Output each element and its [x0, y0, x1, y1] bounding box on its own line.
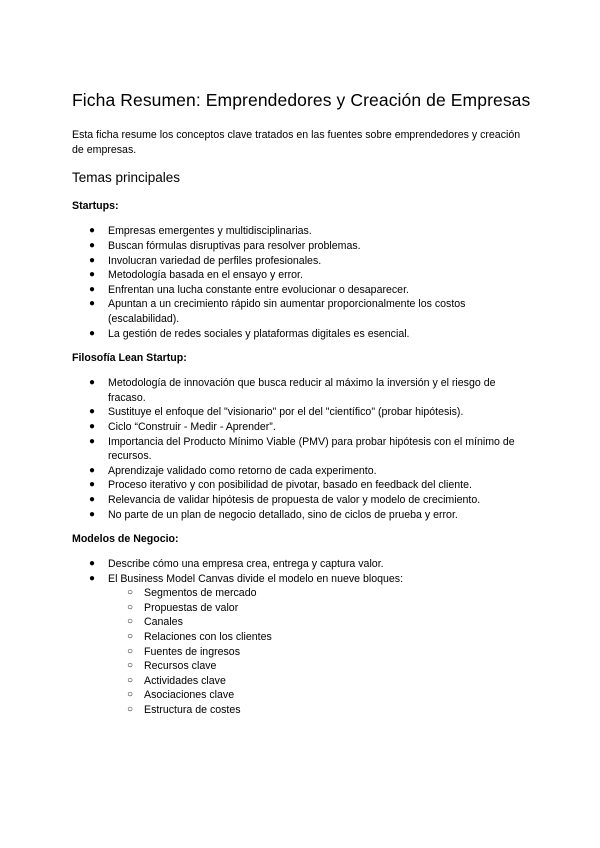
list-item: ● Involucran variedad de perfiles profesionales. — [89, 254, 322, 267]
bullet-icon: ● — [89, 420, 96, 432]
bullet-icon: ● — [89, 479, 96, 491]
bullet-icon: ● — [89, 572, 96, 584]
bullet-icon: ● — [89, 254, 96, 266]
document-page — [72, 89, 532, 728]
bullet-icon: ● — [89, 298, 96, 310]
list-item: ● Enfrentan una lucha constante entre evolucionar o desaparecer. — [89, 283, 409, 296]
canvas-block-item: ○ Estructura de costes — [127, 704, 241, 717]
list-item: ● Proceso iterativo y con posibilidad de pivotar, basado en feedback del cliente. — [89, 479, 472, 492]
hollow-bullet-icon: ○ — [127, 601, 134, 613]
bullet-icon: ● — [89, 508, 96, 520]
canvas-block-item: ○ Fuentes de ingresos — [127, 645, 240, 658]
list-item: ● Metodología de innovación que busca reducir al máximo la inversión y el riesgo de fracaso. — [89, 377, 496, 404]
section-heading: Temas principales — [72, 170, 181, 186]
canvas-block-item: ○ Segmentos de mercado — [127, 587, 257, 600]
bullet-icon: ● — [89, 327, 96, 339]
business-models-list — [72, 557, 532, 718]
list-item: ● Relevancia de validar hipótesis de propuesta de valor y modelo de crecimiento. — [89, 493, 481, 506]
bullet-icon: ● — [89, 406, 96, 418]
bullet-icon: ● — [89, 269, 96, 281]
bullet-icon: ● — [89, 435, 96, 447]
list-item: ● Describe cómo una empresa crea, entrega y captura valor. — [89, 558, 384, 571]
bullet-icon: ● — [89, 493, 96, 505]
list-item: ● Ciclo “Construir - Medir - Aprender”. — [89, 420, 276, 433]
canvas-block-item: ○ Actividades clave — [127, 674, 226, 687]
list-item: ● Sustituye el enfoque del "visionario" por el del "científico" (probar hipótesis). — [89, 406, 464, 419]
lean-startup-heading: Filosofía Lean Startup: — [72, 352, 187, 365]
list-item: ● La gestión de redes sociales y plataformas digitales es esencial. — [89, 327, 410, 340]
list-item: ● Empresas emergentes y multidisciplinarias. — [89, 225, 312, 238]
canvas-blocks-list — [108, 586, 532, 717]
hollow-bullet-icon: ○ — [127, 631, 134, 643]
bullet-icon: ● — [89, 558, 96, 570]
startups-list — [72, 224, 532, 341]
list-item: ● Metodología basada en el ensayo y error. — [89, 269, 303, 282]
bullet-icon: ● — [89, 225, 96, 237]
hollow-bullet-icon: ○ — [127, 689, 134, 701]
lean-startup-list — [72, 376, 532, 522]
list-item: ● Apuntan a un crecimiento rápido sin aumentar proporcionalmente los costos (escalabilidad). — [89, 298, 466, 325]
canvas-block-item: ○ Relaciones con los clientes — [127, 631, 272, 644]
canvas-block-item: ○ Recursos clave — [127, 660, 217, 673]
list-item: ● No parte de un plan de negocio detallado, sino de ciclos de prueba y error. — [89, 508, 458, 521]
hollow-bullet-icon: ○ — [127, 704, 134, 716]
canvas-block-item: ○ Canales — [127, 616, 183, 629]
list-item: ● Aprendizaje validado como retorno de cada experimento. — [89, 464, 377, 477]
bullet-icon: ● — [89, 464, 96, 476]
list-item: ● Importancia del Producto Mínimo Viable (PMV) para probar hipótesis con el mínimo de recursos. — [89, 435, 515, 463]
business-models-heading: Modelos de Negocio: — [72, 533, 179, 546]
intro-paragraph: Esta ficha resume los conceptos clave tratados en las fuentes sobre emprendedores y creación de empresas. — [72, 129, 521, 157]
canvas-block-item: ○ Propuestas de valor — [127, 601, 239, 614]
bullet-icon: ● — [89, 240, 96, 251]
list-item: ● El Business Model Canvas divide el modelo en nueve bloques: ○ Segmentos de mercado ○ Propuestas de valor ○ Canales ○ Relaciones con los clientes ○ Fuentes de ingresos ○ Recursos clave ○ Actividades clave ○ Asociaciones clave ○ Estructura de costes — [72, 572, 532, 718]
bullet-icon: ● — [89, 283, 96, 295]
hollow-bullet-icon: ○ — [127, 645, 134, 657]
page-title: Ficha Resumen: Emprendedores y Creación de Empresas — [72, 90, 531, 110]
startups-heading: Startups: — [72, 200, 119, 213]
hollow-bullet-icon: ○ — [127, 587, 134, 599]
bullet-icon: ● — [89, 377, 96, 389]
list-item: ● Buscan fórmulas disruptivas para resolver problemas. — [89, 240, 361, 252]
hollow-bullet-icon: ○ — [127, 674, 134, 686]
canvas-block-item: ○ Asociaciones clave — [127, 689, 235, 702]
hollow-bullet-icon: ○ — [127, 616, 134, 628]
hollow-bullet-icon: ○ — [127, 660, 134, 672]
